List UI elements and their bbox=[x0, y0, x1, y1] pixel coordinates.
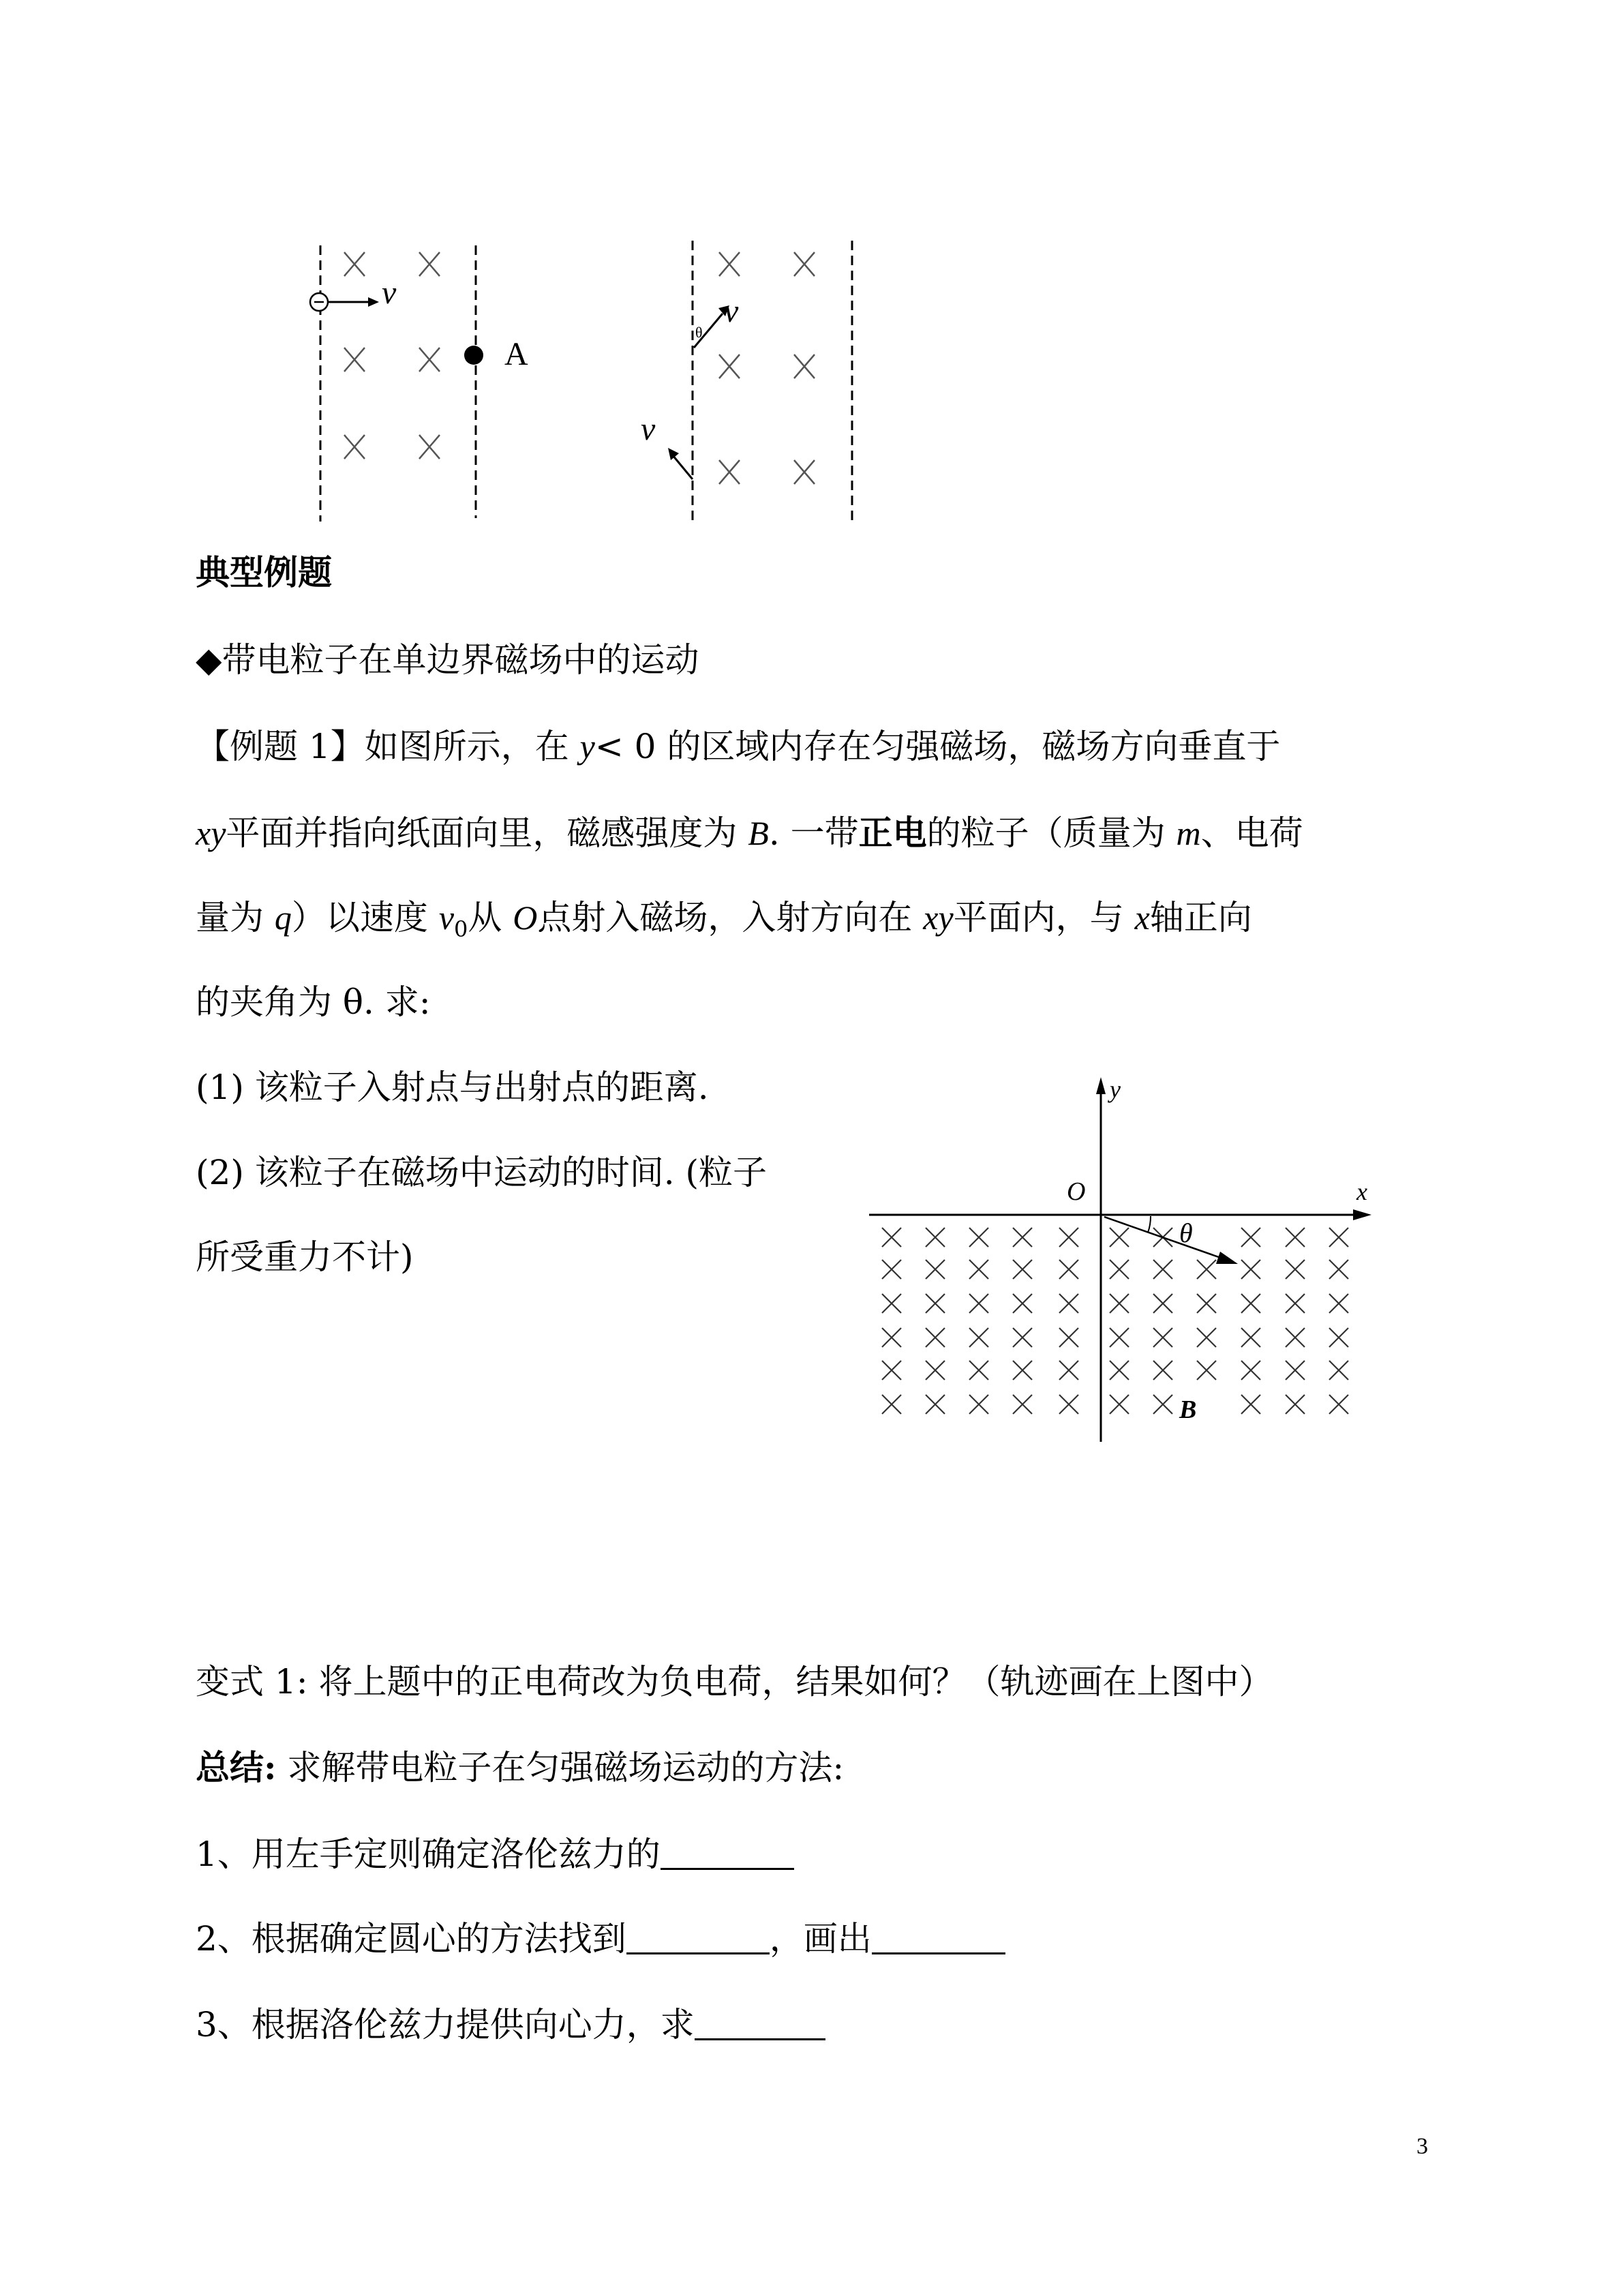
variable: xy bbox=[196, 814, 226, 852]
field-cross bbox=[926, 1361, 945, 1380]
field-cross bbox=[1059, 1294, 1078, 1313]
field-cross bbox=[1059, 1328, 1078, 1347]
field-cross bbox=[1241, 1395, 1260, 1414]
field-cross bbox=[1153, 1260, 1172, 1279]
field-cross bbox=[1197, 1361, 1216, 1380]
variable: q bbox=[274, 898, 292, 937]
field-cross-grid bbox=[882, 1228, 1348, 1414]
step-text: 2、根据确定圆心的方法找到 bbox=[196, 1919, 626, 1959]
field-cross bbox=[969, 1228, 988, 1247]
example1-line1 bbox=[196, 726, 1280, 767]
text-fragment: 平面内，与 bbox=[953, 898, 1135, 937]
field-cross bbox=[1013, 1294, 1032, 1313]
top-figure-left bbox=[300, 235, 528, 528]
answer-blank[interactable] bbox=[872, 1918, 1005, 1954]
point-a-dot bbox=[464, 346, 483, 365]
field-cross bbox=[1241, 1361, 1260, 1380]
field-cross bbox=[969, 1328, 988, 1347]
field-cross bbox=[1110, 1260, 1129, 1279]
field-cross bbox=[1153, 1361, 1172, 1380]
summary-heading bbox=[196, 1747, 844, 1788]
text-fragment: 点射入磁场，入射方向在 bbox=[537, 898, 924, 937]
angle-label: θ bbox=[695, 324, 703, 341]
example1-line3 bbox=[196, 897, 1252, 950]
question-2: (2) 该粒子在磁场中运动的时间. (粒子 bbox=[196, 1153, 768, 1192]
field-cross bbox=[1110, 1228, 1129, 1247]
example1-line4: 的夹角为 θ. 求: bbox=[196, 982, 431, 1022]
answer-blank[interactable] bbox=[695, 2004, 825, 2040]
variable: x bbox=[1134, 898, 1150, 937]
summary-text: 求解带电粒子在匀强磁场运动的方法: bbox=[276, 1748, 845, 1787]
point-a-label: A bbox=[504, 336, 528, 372]
subscript: 0 bbox=[454, 916, 468, 942]
field-cross bbox=[926, 1228, 945, 1247]
field-cross bbox=[1110, 1294, 1129, 1313]
variable: B bbox=[748, 814, 769, 852]
subsection-heading: ◆带电粒子在单边界磁场中的运动 bbox=[196, 640, 699, 680]
top-figure-right bbox=[627, 235, 866, 528]
field-cross bbox=[1329, 1260, 1348, 1279]
field-cross bbox=[1013, 1260, 1032, 1279]
text-fragment: 轴正向 bbox=[1149, 898, 1252, 937]
field-cross bbox=[1197, 1260, 1216, 1279]
variable: xy bbox=[923, 898, 954, 937]
field-cross bbox=[969, 1395, 988, 1414]
emphasis-text: 正电 bbox=[858, 813, 927, 853]
field-cross bbox=[969, 1260, 988, 1279]
field-cross bbox=[1241, 1328, 1260, 1347]
origin-label: O bbox=[1067, 1177, 1086, 1206]
field-cross bbox=[1286, 1228, 1305, 1247]
text-fragment: 如图所示，在 bbox=[364, 727, 580, 766]
text-fragment: 量为 bbox=[196, 898, 275, 937]
variable: y bbox=[579, 727, 595, 766]
incident-velocity-arrow bbox=[1104, 1217, 1230, 1261]
magnetic-field-figure bbox=[866, 1070, 1384, 1452]
field-cross bbox=[926, 1328, 945, 1347]
field-cross bbox=[1153, 1395, 1172, 1414]
field-cross bbox=[1110, 1361, 1129, 1380]
field-cross bbox=[1286, 1395, 1305, 1414]
field-cross bbox=[1197, 1328, 1216, 1347]
field-label-b: B bbox=[1179, 1395, 1197, 1424]
text-fragment: 从 bbox=[468, 898, 513, 937]
y-axis-label: y bbox=[1110, 1076, 1121, 1103]
example1-line2 bbox=[196, 813, 1303, 854]
field-cross bbox=[1153, 1328, 1172, 1347]
right-field-crosses bbox=[719, 252, 815, 484]
field-cross bbox=[1329, 1228, 1348, 1247]
text-fragment: 、电荷 bbox=[1200, 813, 1303, 853]
answer-blank[interactable] bbox=[626, 1918, 770, 1954]
step-text: 3、根据洛伦兹力提供向心力，求 bbox=[196, 2005, 695, 2044]
upper-velocity-label: v bbox=[724, 293, 739, 329]
field-cross bbox=[926, 1294, 945, 1313]
field-cross bbox=[926, 1260, 945, 1279]
x-axis-label: x bbox=[1356, 1178, 1367, 1205]
field-cross bbox=[1329, 1361, 1348, 1380]
field-cross bbox=[882, 1228, 901, 1247]
field-cross bbox=[1286, 1328, 1305, 1347]
field-cross bbox=[1286, 1361, 1305, 1380]
summary-step-1 bbox=[196, 1834, 794, 1875]
summary-step-2 bbox=[196, 1918, 1005, 1959]
field-cross bbox=[1110, 1395, 1129, 1414]
field-cross bbox=[1013, 1395, 1032, 1414]
text-fragment: < 0 的区域内存在匀强磁场，磁场方向垂直于 bbox=[594, 727, 1281, 766]
summary-step-3 bbox=[196, 2004, 825, 2045]
field-cross bbox=[1286, 1294, 1305, 1313]
field-cross bbox=[1153, 1294, 1172, 1313]
field-cross bbox=[882, 1260, 901, 1279]
field-cross bbox=[1241, 1228, 1260, 1247]
velocity-label: v bbox=[382, 275, 397, 311]
field-cross bbox=[926, 1395, 945, 1414]
question-2-continued: 所受重力不计) bbox=[196, 1237, 414, 1277]
field-cross bbox=[1059, 1228, 1078, 1247]
text-fragment: ）以速度 bbox=[291, 898, 439, 937]
variant-1: 变式 1: 将上题中的正电荷改为负电荷，结果如何？（轨迹画在上图中） bbox=[196, 1662, 1273, 1702]
variable: O bbox=[513, 898, 538, 937]
field-cross bbox=[969, 1294, 988, 1313]
field-cross bbox=[1329, 1328, 1348, 1347]
text-fragment: 的粒子（质量为 bbox=[926, 813, 1177, 853]
field-cross bbox=[1013, 1228, 1032, 1247]
field-cross bbox=[1286, 1260, 1305, 1279]
step-text: ，画出 bbox=[769, 1919, 872, 1959]
field-cross bbox=[1241, 1294, 1260, 1313]
variable: v bbox=[438, 898, 455, 937]
section-title: 典型例题 bbox=[196, 552, 332, 592]
field-cross bbox=[1059, 1260, 1078, 1279]
field-cross bbox=[882, 1328, 901, 1347]
text-fragment: . 一带 bbox=[768, 813, 859, 853]
text-fragment: 平面并指向纸面向里，磁感强度为 bbox=[226, 813, 748, 853]
example-bracket-label: 【例题 1】 bbox=[196, 727, 365, 766]
field-cross bbox=[969, 1361, 988, 1380]
lower-velocity-arrow bbox=[673, 455, 693, 479]
field-cross bbox=[1059, 1361, 1078, 1380]
field-cross bbox=[1329, 1395, 1348, 1414]
field-cross bbox=[1013, 1328, 1032, 1347]
angle-arc bbox=[1148, 1216, 1151, 1233]
field-cross bbox=[1197, 1294, 1216, 1313]
summary-label: 总结: bbox=[196, 1747, 277, 1787]
field-cross bbox=[882, 1294, 901, 1313]
field-cross bbox=[1110, 1328, 1129, 1347]
variable: m bbox=[1176, 814, 1201, 852]
question-1: (1) 该粒子入射点与出射点的距离. bbox=[196, 1068, 709, 1107]
step-text: 1、用左手定则确定洛伦兹力的 bbox=[196, 1834, 661, 1874]
angle-label-theta: θ bbox=[1179, 1218, 1193, 1248]
field-cross bbox=[1241, 1260, 1260, 1279]
field-cross bbox=[882, 1395, 901, 1414]
field-cross bbox=[1013, 1361, 1032, 1380]
field-cross bbox=[882, 1361, 901, 1380]
page-number: 3 bbox=[1416, 2134, 1428, 2159]
lower-velocity-label: v bbox=[641, 411, 656, 447]
field-cross bbox=[1329, 1294, 1348, 1313]
answer-blank[interactable] bbox=[661, 1834, 794, 1870]
field-cross bbox=[1059, 1395, 1078, 1414]
